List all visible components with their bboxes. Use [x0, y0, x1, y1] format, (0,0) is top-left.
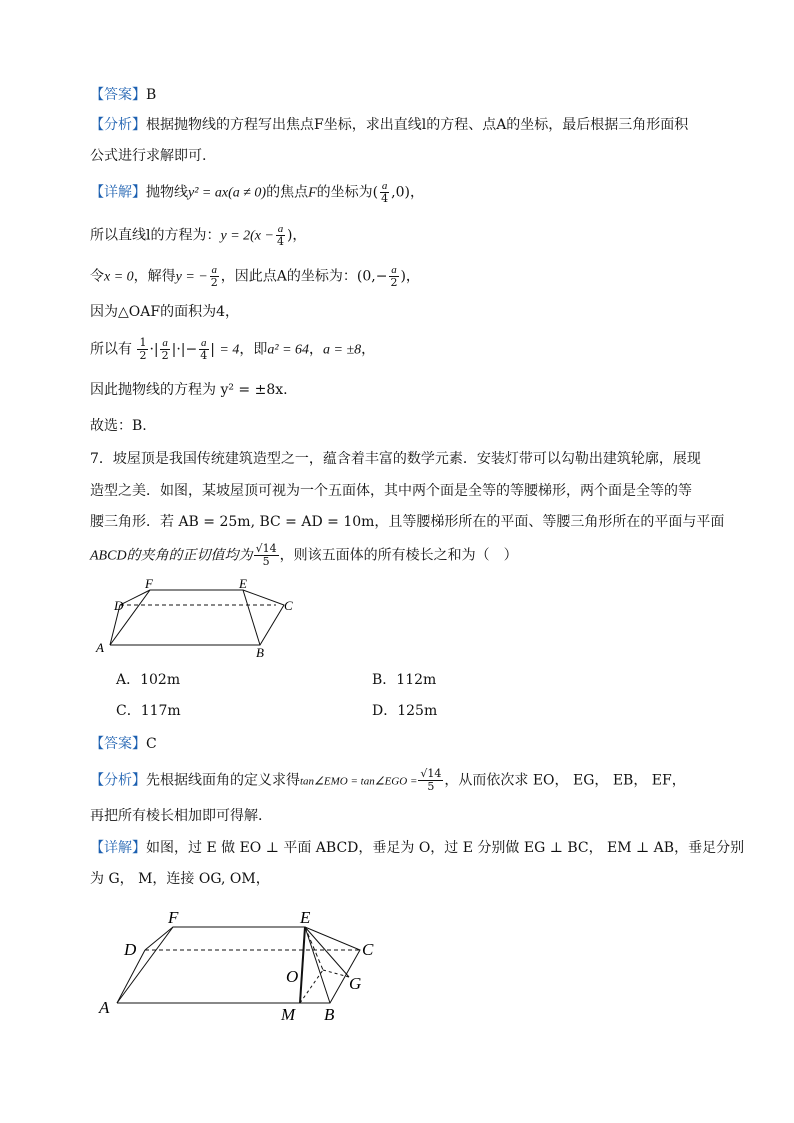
- edge-OM: [300, 970, 323, 1003]
- edge-EB: [243, 590, 260, 645]
- pentahedron-figure-2: [95, 905, 395, 1030]
- denominator: 5: [427, 780, 435, 793]
- numerator: √14: [420, 767, 442, 780]
- equation: y = 2(x −: [220, 228, 274, 244]
- option-a: A．102m: [116, 672, 181, 688]
- denominator: 2: [390, 276, 398, 289]
- label-O: O: [286, 967, 299, 986]
- label-B: B: [256, 645, 264, 660]
- option-c: C．117m: [116, 703, 181, 719]
- equation: tan∠EMO = tan∠EGO =: [300, 775, 418, 788]
- text: ，因此点A的坐标为：(0,−: [220, 268, 388, 285]
- text: 所以有: [90, 341, 132, 358]
- fraction-a4: $\frac{a}{4}$: [200, 337, 208, 362]
- question-7-line-3: 腰三角形．若 AB = 25m, BC = AD = 10m，且等腰梯形所在的平面、等腰三角形所在的平面与平面: [90, 514, 725, 530]
- text: ，: [309, 341, 324, 358]
- detail-tag: 【详解】: [90, 184, 146, 201]
- text: )，: [286, 227, 307, 244]
- answer-line-6: [90, 85, 156, 105]
- text: ,0)，: [391, 184, 424, 201]
- label-E: E: [239, 576, 247, 591]
- equation: y = −: [175, 269, 208, 285]
- analysis-line-7a: [90, 768, 686, 793]
- text: ，即: [239, 341, 268, 358]
- answer-line-7: [90, 734, 157, 754]
- label-D: D: [114, 598, 124, 613]
- denominator: 5: [262, 555, 270, 568]
- equation: x = 0: [104, 269, 134, 285]
- analysis-tag: 【分析】: [90, 117, 146, 133]
- denominator: 4: [381, 192, 389, 205]
- equation: = 4: [219, 342, 240, 358]
- label-M: M: [281, 1005, 296, 1024]
- var-F: F: [308, 185, 317, 201]
- detail-line-6-4: 因为△OAF的面积为4，: [90, 304, 239, 320]
- edge-EB: [305, 927, 330, 1003]
- equation: a² = 64: [267, 342, 310, 358]
- fraction-a2: $\frac{a}{2}$: [161, 337, 169, 362]
- detail-line-6-7: 故选：B.: [90, 418, 147, 434]
- answer-value: C: [146, 736, 157, 752]
- equation: a = ±8: [323, 342, 362, 358]
- edge-outline: [117, 927, 360, 1003]
- numerator: a: [211, 264, 218, 276]
- analysis-line-6a: [90, 115, 688, 135]
- numerator: a: [391, 264, 397, 276]
- label-A: A: [96, 640, 104, 655]
- text: ABCD的夹角的正切值均为: [90, 548, 253, 564]
- pentahedron-figure-1: [90, 574, 310, 664]
- detail-line-6-1: [90, 180, 424, 205]
- text: 所以直线l的方程为：: [90, 227, 221, 244]
- fraction-half: $\frac{1}{2}$: [139, 336, 147, 362]
- label-C: C: [362, 940, 374, 959]
- fraction: [379, 180, 390, 205]
- detail-tag: 【详解】: [90, 840, 146, 856]
- fraction: [275, 223, 286, 248]
- numerator: √14: [255, 542, 277, 555]
- detail-line-6-6: 因此抛物线的方程为 y² = ±8x.: [90, 382, 288, 398]
- text: ，从而依次求 EO， EG， EB， EF，: [444, 772, 686, 789]
- label-A: A: [99, 998, 110, 1017]
- text: 令: [90, 268, 104, 285]
- option-b: B．112m: [372, 672, 437, 688]
- label-D: D: [124, 940, 137, 959]
- fraction: [209, 264, 220, 289]
- edge-DF: [120, 590, 150, 605]
- text: 抛物线: [146, 184, 188, 201]
- analysis-line-6b: 公式进行求解即可.: [90, 148, 207, 164]
- question-7-line-2: 造型之美．如图，某坡屋顶可视为一个五面体，其中两个面是全等的等腰梯形，两个面是全等的等: [90, 483, 692, 499]
- label-F: F: [168, 908, 179, 927]
- detail-line-6-3: [90, 264, 420, 289]
- denominator: 4: [276, 235, 284, 248]
- denominator: 2: [210, 276, 218, 289]
- edge-EM: [300, 927, 305, 1003]
- label-F: F: [145, 576, 153, 591]
- answer-value: B: [146, 87, 157, 103]
- answer-tag: 【答案】: [90, 736, 146, 752]
- analysis-text: 根据抛物线的方程写出焦点F坐标，求出直线l的方程、点A的坐标，最后根据三角形面积: [146, 117, 689, 133]
- option-d: D．125m: [372, 703, 438, 719]
- text: 的焦点: [266, 184, 309, 201]
- numerator: a: [277, 223, 284, 235]
- label-B: B: [324, 1005, 335, 1024]
- detail-line-7-1: [90, 838, 744, 858]
- text: 如图，过 E 做 EO ⊥ 平面 ABCD，垂足为 O，过 E 分别做 EG ⊥ BC， EM ⊥ AB，垂足分别: [146, 840, 745, 856]
- label-G: G: [349, 974, 362, 993]
- answer-tag: 【答案】: [90, 87, 146, 103]
- fraction: [254, 543, 279, 568]
- detail-line-6-5: 所以有 $\frac{1}{2}$ ·| $\frac{a}{2}$ |·|− $\frac{a}{4}$ | = 4，即a² = 64，a = ±8，: [90, 336, 376, 362]
- text: ，: [361, 341, 376, 358]
- text: 的坐标为(: [316, 184, 379, 201]
- edge-EG: [305, 927, 349, 977]
- text: )，: [400, 268, 420, 285]
- label-E: E: [300, 908, 311, 927]
- detail-line-7-2: 为 G， M，连接 OG, OM，: [90, 871, 270, 887]
- analysis-line-7b: 再把所有棱长相加即可得解.: [90, 808, 263, 824]
- detail-line-6-2: [90, 223, 306, 248]
- text: 先根据线面角的定义求得: [146, 772, 300, 789]
- equation: y² = ax(a ≠ 0): [188, 185, 267, 201]
- text: ，则该五面体的所有棱长之和为（ ）: [279, 547, 518, 564]
- label-C: C: [284, 598, 293, 613]
- fraction: [388, 264, 399, 289]
- text: ，解得: [133, 268, 176, 285]
- analysis-tag: 【分析】: [90, 772, 146, 789]
- numerator: a: [381, 180, 388, 192]
- question-7-line-1: 7．坡屋顶是我国传统建筑造型之一，蕴含着丰富的数学元素．安装灯带可以勾勒出建筑轮廓，展现: [90, 451, 701, 467]
- question-7-line-4: [90, 543, 518, 568]
- fraction: [418, 768, 443, 793]
